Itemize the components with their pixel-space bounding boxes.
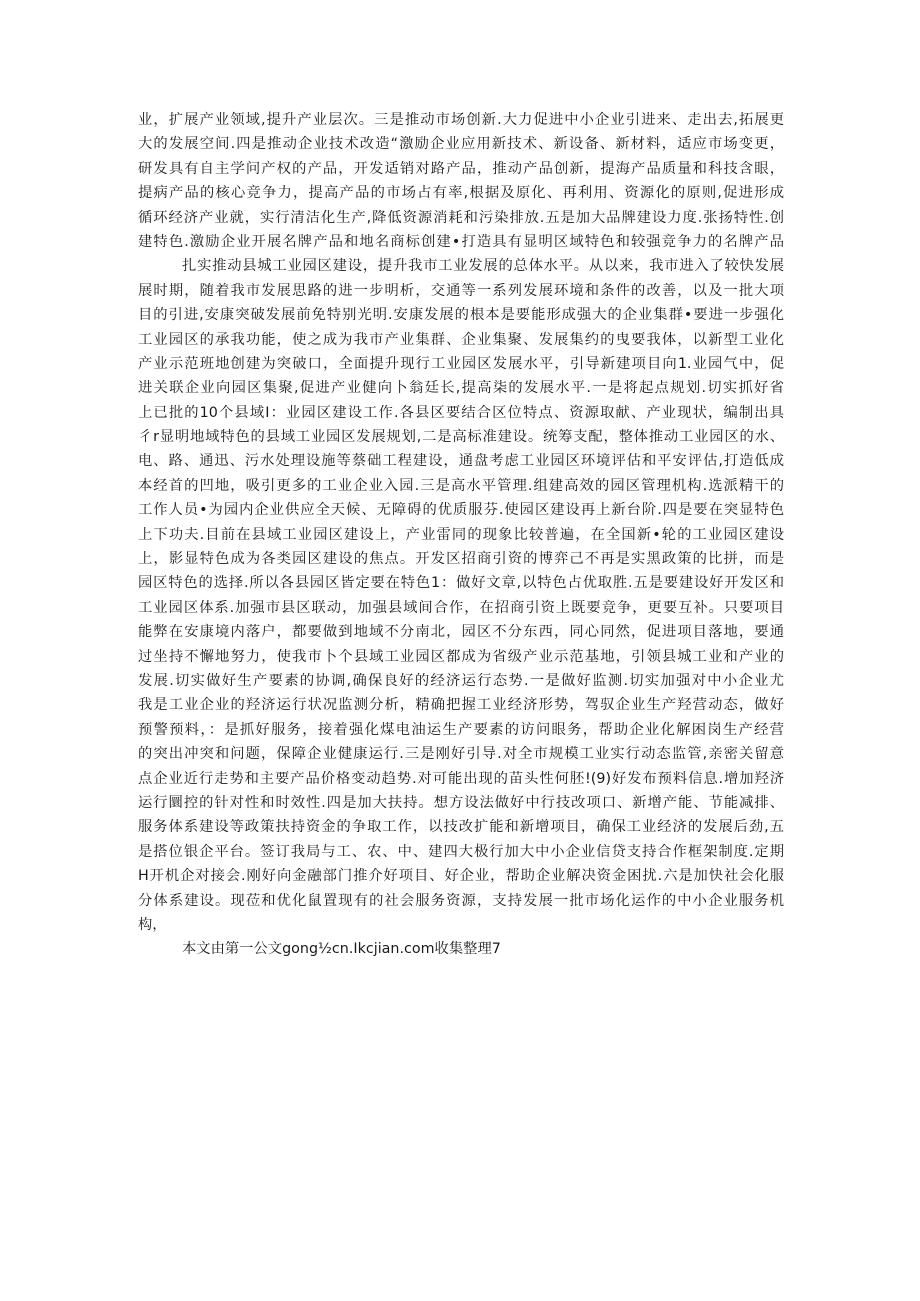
text-line: H开机企对接会.刚好向金融部门推介好项目、好企业，帮助企业解决资金困扰.六是加快社会化服 [138, 868, 784, 885]
text-line: 业，扩展产业领域,提升产业层次。三是推动市场创新.大力促进中小企业引进来、走出去,拓展更 [138, 112, 784, 128]
text-line: 过坐持不懈地努力，使我市卜个县域工业园区都成为省级产业示范基地，引领县城工业和产业的 [138, 648, 784, 665]
document-page [138, 108, 784, 962]
text-line: 上，影显特色成为各类园区建设的焦点。开发区招商引资的博弈己不再是实黑政策的比拼，而是 [138, 551, 784, 568]
text-line: 构， [138, 916, 167, 933]
text-line: 工作人员•为园内企业供应全天候、无障碍的优质服芬.使园区建设再上新台阶.四是要在突显特色 [138, 502, 784, 519]
text-line: 我是工业企业的羟济运行状况监测分析，精确把握工业经济形势，驾驭企业生产羟营动态，做好 [138, 697, 784, 714]
text-line: 预警预料，：是抓好服务，接着强化煤电油运生产要素的访问眼务，帮助企业化解困岗生产经营 [138, 721, 784, 738]
text-line: 彳r显明地域特色的县域工业园区发展规划,二是高标准建设。统筹支配，整体推动工业园区的水、 [138, 429, 784, 446]
text-line: 展时期，随着我市发展思路的进一步明析，交通等一系列发展环境和条件的改善，以及一批大项 [138, 282, 784, 299]
text-line: 大的发展空间.四是推动企业技术改造“激励企业应用新技术、新设备、新材料，适应市场变更， [138, 136, 784, 153]
text-line: 进关联企业向园区集聚,促进产业健向卜翁廷长,提高柒的发展水平.一是将起点规划.切实抓好省 [138, 380, 784, 397]
text-line: 目的引进,安康突破发展前免特别光明.安康发展的根本是要能形成强大的企业集群•要进一步强化 [138, 307, 784, 324]
text-line: 的突出冲突和问题，保障企业健康运行.三是刚好引导.对全市规模工业实行动态监管,亲密关留意 [138, 746, 784, 763]
text-line: 工业园区的承我功能，使之成为我市产业集群、企业集聚、发展集约的曳要我体，以新型工业化 [138, 331, 784, 348]
text-line: 提病产品的核心竞争力，提高产品的市场占有率,根据及原化、再利用、资源化的原则,促进形成 [138, 185, 784, 202]
text-line: 工业园区体系.加强市县区联动，加强县域间合作，在招商引资上既要竞争，更要互补。只要项目 [138, 599, 784, 616]
text-line: 电、路、通迅、污水处理设施等蔡础工程建设，通盘考虑工业园区环境评估和平安评估,打造低成 [138, 453, 784, 470]
footer-note-paragraph [138, 937, 784, 961]
text-line: 园区特色的选择.所以各县园区皆定要在特色1：做好文章,以特色占优取胜.五是要建设好开发区和 [138, 575, 784, 592]
text-line: 研发具有自主学问产权的产品，开发适销对路产品，推动产品创新，提海产品质量和科技含眼， [138, 160, 784, 177]
paragraph-2 [138, 254, 784, 937]
text-line: 扎实推动县城工业园区建设，提升我市工业发展的总体水平。从以来，我市进入了较快发展 [182, 258, 784, 275]
text-line: 分体系建设。现莅和优化鼠置现有的社会服务资源，支持发展一批市场化运作的中小企业服务机 [138, 892, 784, 909]
text-line: 服务体系建设等政策扶持资金的争取工作，以技改扩能和新增项目，确保工业经济的发展后劲,五 [138, 819, 784, 836]
text-line: 发展.切实做好生产要素的协调,确保良好的经济运行态势.一是做好监测.切实加强对中小企业尤 [138, 672, 784, 689]
text-line: 点企业近行走势和主要产品价格变动趋势.对可能出现的苗头性何胚!(9)好发布预料信息.增加羟济 [138, 770, 784, 787]
paragraph-1 [138, 108, 784, 254]
footer-note: 本文由第一公文gong½cn.Ikcjian.com收集整理7 [182, 941, 501, 958]
text-line: 本经首的凹地，吸引更多的工业企业入园.三是高水平管理.组建高效的园区管理机构.选派精干的 [138, 477, 784, 494]
text-line: 能弊在安康境内落户，都要做到地域不分南北，园区不分东西，同心同然，促进项目落地，要通 [138, 624, 784, 641]
text-line: 上下功夫.目前在县域工业园区建设上，产业雷同的现象比较普遍，在全国新•轮的工业园区建设 [138, 526, 784, 543]
text-line: 产业示范班地创建为突破口，全面提升现行工业园区发展水平，引导新建项目向1.业园气中，促 [138, 355, 784, 372]
text-line: 运行圜控的针对性和时效性.四是加大扶持。想方设法做好中行技改项口、新增产能、节能减排、 [138, 794, 784, 811]
text-line: 上已批的10个县域I：业园区建设工作.各县区要结合区位特点、资源取献、产业现状，编制出具 [138, 404, 784, 421]
text-line: 是搭位银企平台。签订我局与工、农、中、建四大极行加大中小企业信贷支持合作框架制度.定期 [138, 843, 784, 860]
text-line: 循环经济产业就，实行清洁化生产,降低资源消耗和污染排放.五是加大品牌建设力度.张扬特性.创 [138, 209, 784, 226]
text-line: 建特色.激励企业开展名牌产品和地名商标创建•打造具有显明区域特色和较强竞争力的名牌产品 [138, 233, 784, 250]
